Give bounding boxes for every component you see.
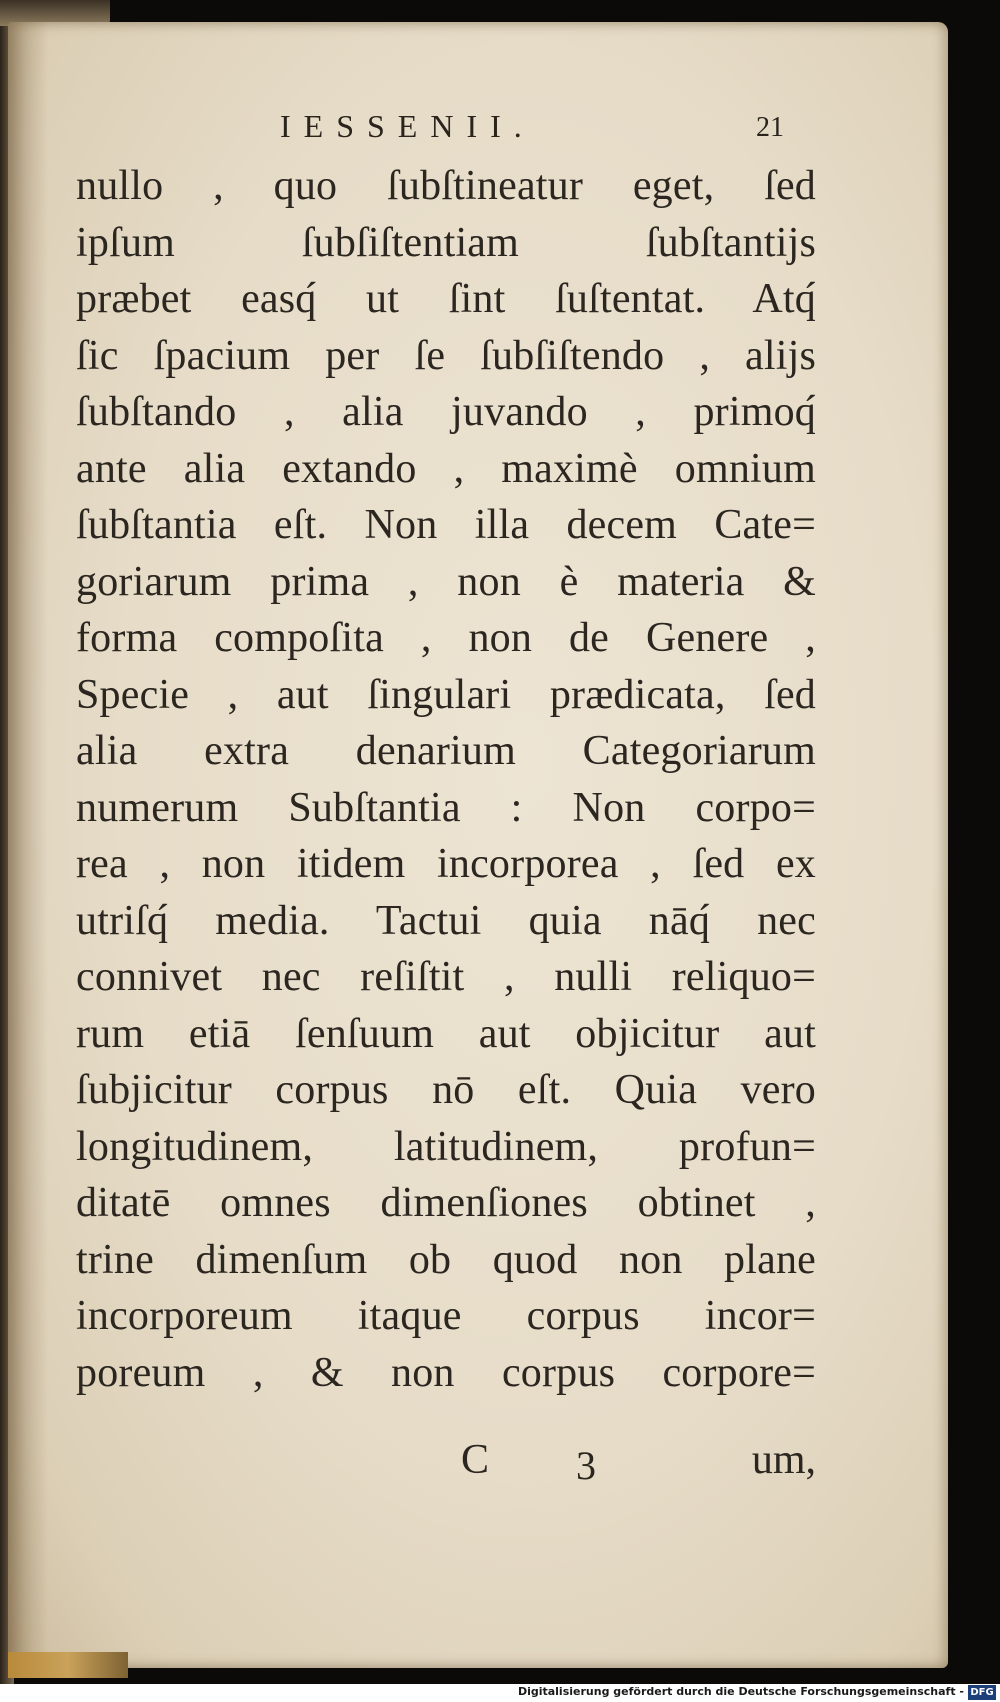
text-line: rum etiā ſenſuum aut objicitur aut	[76, 1010, 816, 1057]
text-line: præbet easq́ ut ſint ſuſtentat. Atq́	[76, 276, 816, 322]
catchword: um,	[751, 1437, 816, 1483]
digitization-credit-bar	[0, 1684, 1000, 1702]
text-line: goriarum prima , non è materia &	[76, 558, 816, 605]
text-line: alia extra denarium Categoriarum	[76, 728, 816, 774]
text-line: nullo , quo ſubſtineatur eget, ſed	[76, 163, 816, 209]
text-line: forma compoſita , non de Genere ,	[76, 615, 816, 661]
page-number: 21	[756, 112, 784, 143]
signature-line	[76, 1436, 816, 1496]
running-head: IESSENII.	[280, 108, 535, 144]
text-line: rea , non itidem incorporea , ſed ex	[76, 841, 816, 887]
text-line: ſubſtantia eſt. Non illa decem Cate=	[76, 502, 816, 548]
text-line: numerum Subſtantia : Non corpo=	[76, 784, 816, 831]
dfg-logo-icon: DFG	[968, 1685, 996, 1700]
body-text	[76, 158, 816, 1401]
signature-number: 3	[576, 1443, 596, 1488]
text-line: ſubſtando , alia juvando , primoq́	[76, 389, 816, 435]
binding-strip	[8, 1652, 128, 1678]
text-line: connivet nec reſiſtit , nulli reliquo=	[76, 954, 816, 1000]
text-line: incorporeum itaque corpus incor=	[76, 1293, 816, 1339]
text-line: ſic ſpacium per ſe ſubſiſtendo , alijs	[76, 332, 816, 379]
text-line: trine dimenſum ob quod non plane	[76, 1236, 816, 1283]
text-line: ſubjicitur corpus nō eſt. Quia vero	[76, 1067, 816, 1113]
text-line: poreum , & non corpus corpore=	[76, 1349, 816, 1396]
text-line: ipſum ſubſiſtentiam ſubſtantijs	[76, 219, 816, 266]
text-line: ditatē omnes dimenſiones obtinet ,	[76, 1180, 816, 1226]
digitization-credit: Digitalisierung gefördert durch die Deutsche Forschungsgemeinschaft -	[517, 1685, 964, 1698]
text-line: ante alia extando , maximè omnium	[76, 445, 816, 492]
text-line: longitudinem, latitudinem, profun=	[76, 1123, 816, 1170]
signature-mark: C	[461, 1437, 490, 1483]
text-line: utriſq́ media. Tactui quia nāq́ nec	[76, 897, 816, 944]
gutter-shadow	[8, 22, 48, 1668]
text-line: Specie , aut ſingulari prædicata, ſed	[76, 671, 816, 718]
